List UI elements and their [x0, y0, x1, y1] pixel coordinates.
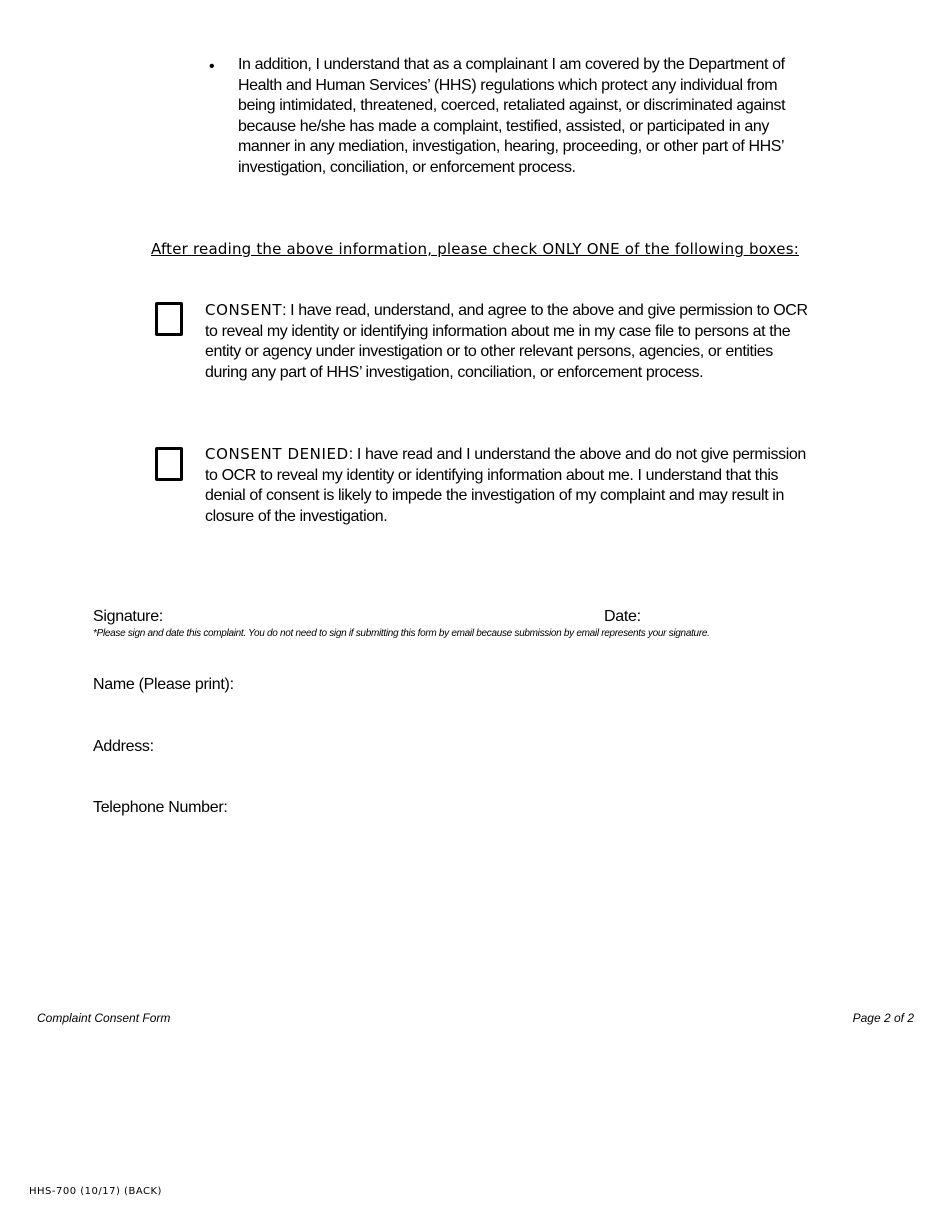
- consent-label: CONSENT: [205, 301, 283, 319]
- consent-option-text: [205, 300, 810, 383]
- consent-denied-option-text: [205, 444, 810, 527]
- consent-denied-label: CONSENT DENIED: [205, 445, 349, 463]
- consent-checkbox[interactable]: [155, 302, 183, 336]
- signature-field[interactable]: Signature:: [93, 608, 163, 625]
- bullet-point: •: [209, 58, 215, 75]
- consent-denied-checkbox[interactable]: [155, 447, 183, 481]
- address-field[interactable]: Address:: [93, 738, 154, 755]
- consent-denied-description: : I have read and I understand the above and do not give permission to OCR to reveal my identity or identifying information about me. I understand that this denial of consent is likely to impede the investigation of my complaint and may result in closure of the investigation.: [205, 446, 806, 525]
- telephone-field[interactable]: Telephone Number:: [93, 799, 228, 816]
- footer-page-number: Page 2 of 2: [852, 1011, 914, 1025]
- date-field[interactable]: Date:: [604, 608, 641, 625]
- consent-description: : I have read, understand, and agree to the above and give permission to OCR to reveal my identity or identifying information about me in my case file to persons at the entity or agency under investigation or to other relevant persons, agencies, or entities during any part of HHS’ investigation, conciliation, or enforcement process.: [205, 302, 808, 381]
- footer-form-title: Complaint Consent Form: [37, 1011, 171, 1025]
- signature-note: *Please sign and date this complaint. You do not need to sign if submitting this form by email because submission by email represents your signature.: [93, 628, 710, 639]
- name-field[interactable]: Name (Please print):: [93, 676, 234, 693]
- check-one-instruction: After reading the above information, please check ONLY ONE of the following boxes:: [151, 240, 799, 258]
- form-id: HHS-700 (10/17) (BACK): [29, 1186, 162, 1197]
- protection-statement: In addition, I understand that as a complainant I am covered by the Department of Health and Human Services’ (HHS) regulations which protect any individual from being intimidated, threatened, coerced, retaliated against, or discriminated against because he/she has made a complaint, testified, assisted, or participated in any manner in any mediation, investigation, hearing, proceeding, or other part of HHS’ investigation, conciliation, or enforcement process.: [238, 56, 786, 176]
